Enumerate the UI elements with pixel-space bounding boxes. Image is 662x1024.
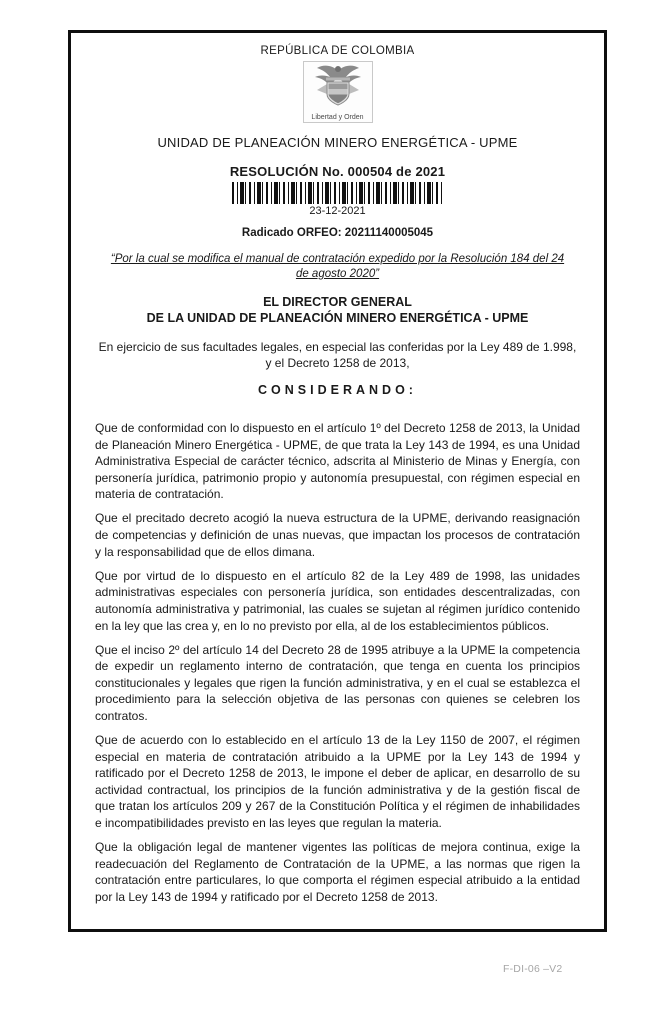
consideration-paragraph: Que de acuerdo con lo establecido en el artículo 13 de la Ley 1150 de 2007, el régimen especial en materia de contratación atribuido a la UPME por la Ley 143 de 1994 y ratificado por el Decreto 1258 de 2013, le impone el deber de aplicar, en desarrollo de su actividad contractual, los principios de la función administrativa y de la gestión fiscal de que tratan los artículos 209 y 267 de la Constitución Política y el régimen de inhabilidades e incompatibilidades previsto en las leyes que regulan la materia.	[95, 733, 580, 831]
legal-preamble: En ejercicio de sus facultades legales, en especial las conferidas por la Ley 489 de 1.998, y el Decreto 1258 de 2013,	[98, 340, 577, 370]
resolution-subject: “Por la cual se modifica el manual de contratación expedido por la Resolución 184 del 24 de agosto 2020”	[110, 253, 565, 280]
radicado-number: Radicado ORFEO: 20211140005045	[241, 227, 434, 239]
document-border-frame	[68, 30, 607, 932]
considerations-body	[95, 420, 580, 906]
entity-name: UNIDAD DE PLANEACIÓN MINERO ENERGÉTICA - UPME	[157, 135, 518, 150]
emblem-motto: Libertad y Orden	[311, 114, 364, 121]
barcode	[232, 182, 444, 204]
consideration-paragraph: Que el precitado decreto acogió la nueva estructura de la UPME, derivando reasignación de competencias y definición de unas nuevas, que impactan los procesos de contratación y la responsabilidad que de ellos dimana.	[95, 511, 580, 559]
resolution-title: RESOLUCIÓN No. 000504 de 2021	[229, 164, 446, 179]
barcode-date: 23-12-2021	[309, 205, 366, 217]
consideration-paragraph: Que de conformidad con lo dispuesto en el artículo 1º del Decreto 1258 de 2013, la Unidad de Planeación Minero Energética - UPME, de que trata la Ley 143 de 1994, es una Unidad Administrativa Especial de carácter técnico, adscrita al Ministerio de Minas y Energía, con personería jurídica, patrimonio propio y autonomía presupuestal, con régimen especial en materia de contratación.	[95, 421, 580, 502]
issuer-heading	[95, 295, 580, 326]
consideration-paragraph: Que el inciso 2º del artículo 14 del Decreto 28 de 1995 atribuye a la UPME la competencia de expedir un reglamento interno de contratación, que tenga en cuenta los principios constitucionales y legales que rigen la función administrativa, y en el cual se establezca el procedimiento para la selección objetiva de las personas con quienes se celebren los contratos.	[95, 642, 580, 723]
considering-heading: CONSIDERANDO:	[258, 383, 417, 397]
republic-heading: REPÚBLICA DE COLOMBIA	[260, 45, 415, 57]
issuer-line-2: DE LA UNIDAD DE PLANEACIÓN MINERO ENERGÉTICA - UPME	[146, 310, 529, 325]
colombia-coat-of-arms-icon	[309, 64, 367, 110]
consideration-paragraph: Que la obligación legal de mantener vigentes las políticas de mejora continua, exige la readecuación del Reglamento de Contratación de la UPME, a las normas que rigen la contratación entre particulares, lo que comporta el régimen especial atribuido a la entidad por la Ley 143 de 1994 y ratificado por el Decreto 1258 de 2013.	[95, 840, 580, 904]
issuer-line-1: EL DIRECTOR GENERAL	[263, 295, 412, 309]
consideration-paragraph: Que por virtud de lo dispuesto en el artículo 82 de la Ley 489 de 1998, las unidades administrativas especiales con personería jurídica, son entidades descentralizadas, con autonomía administrativa y patrimonial, las cuales se sujetan al régimen jurídico contenido en la ley que las crea y, en lo no previsto por ella, al de los establecimientos públicos.	[95, 568, 580, 633]
form-code-footer: F-DI-06 –V2	[503, 963, 563, 975]
coat-of-arms-box	[303, 61, 373, 123]
